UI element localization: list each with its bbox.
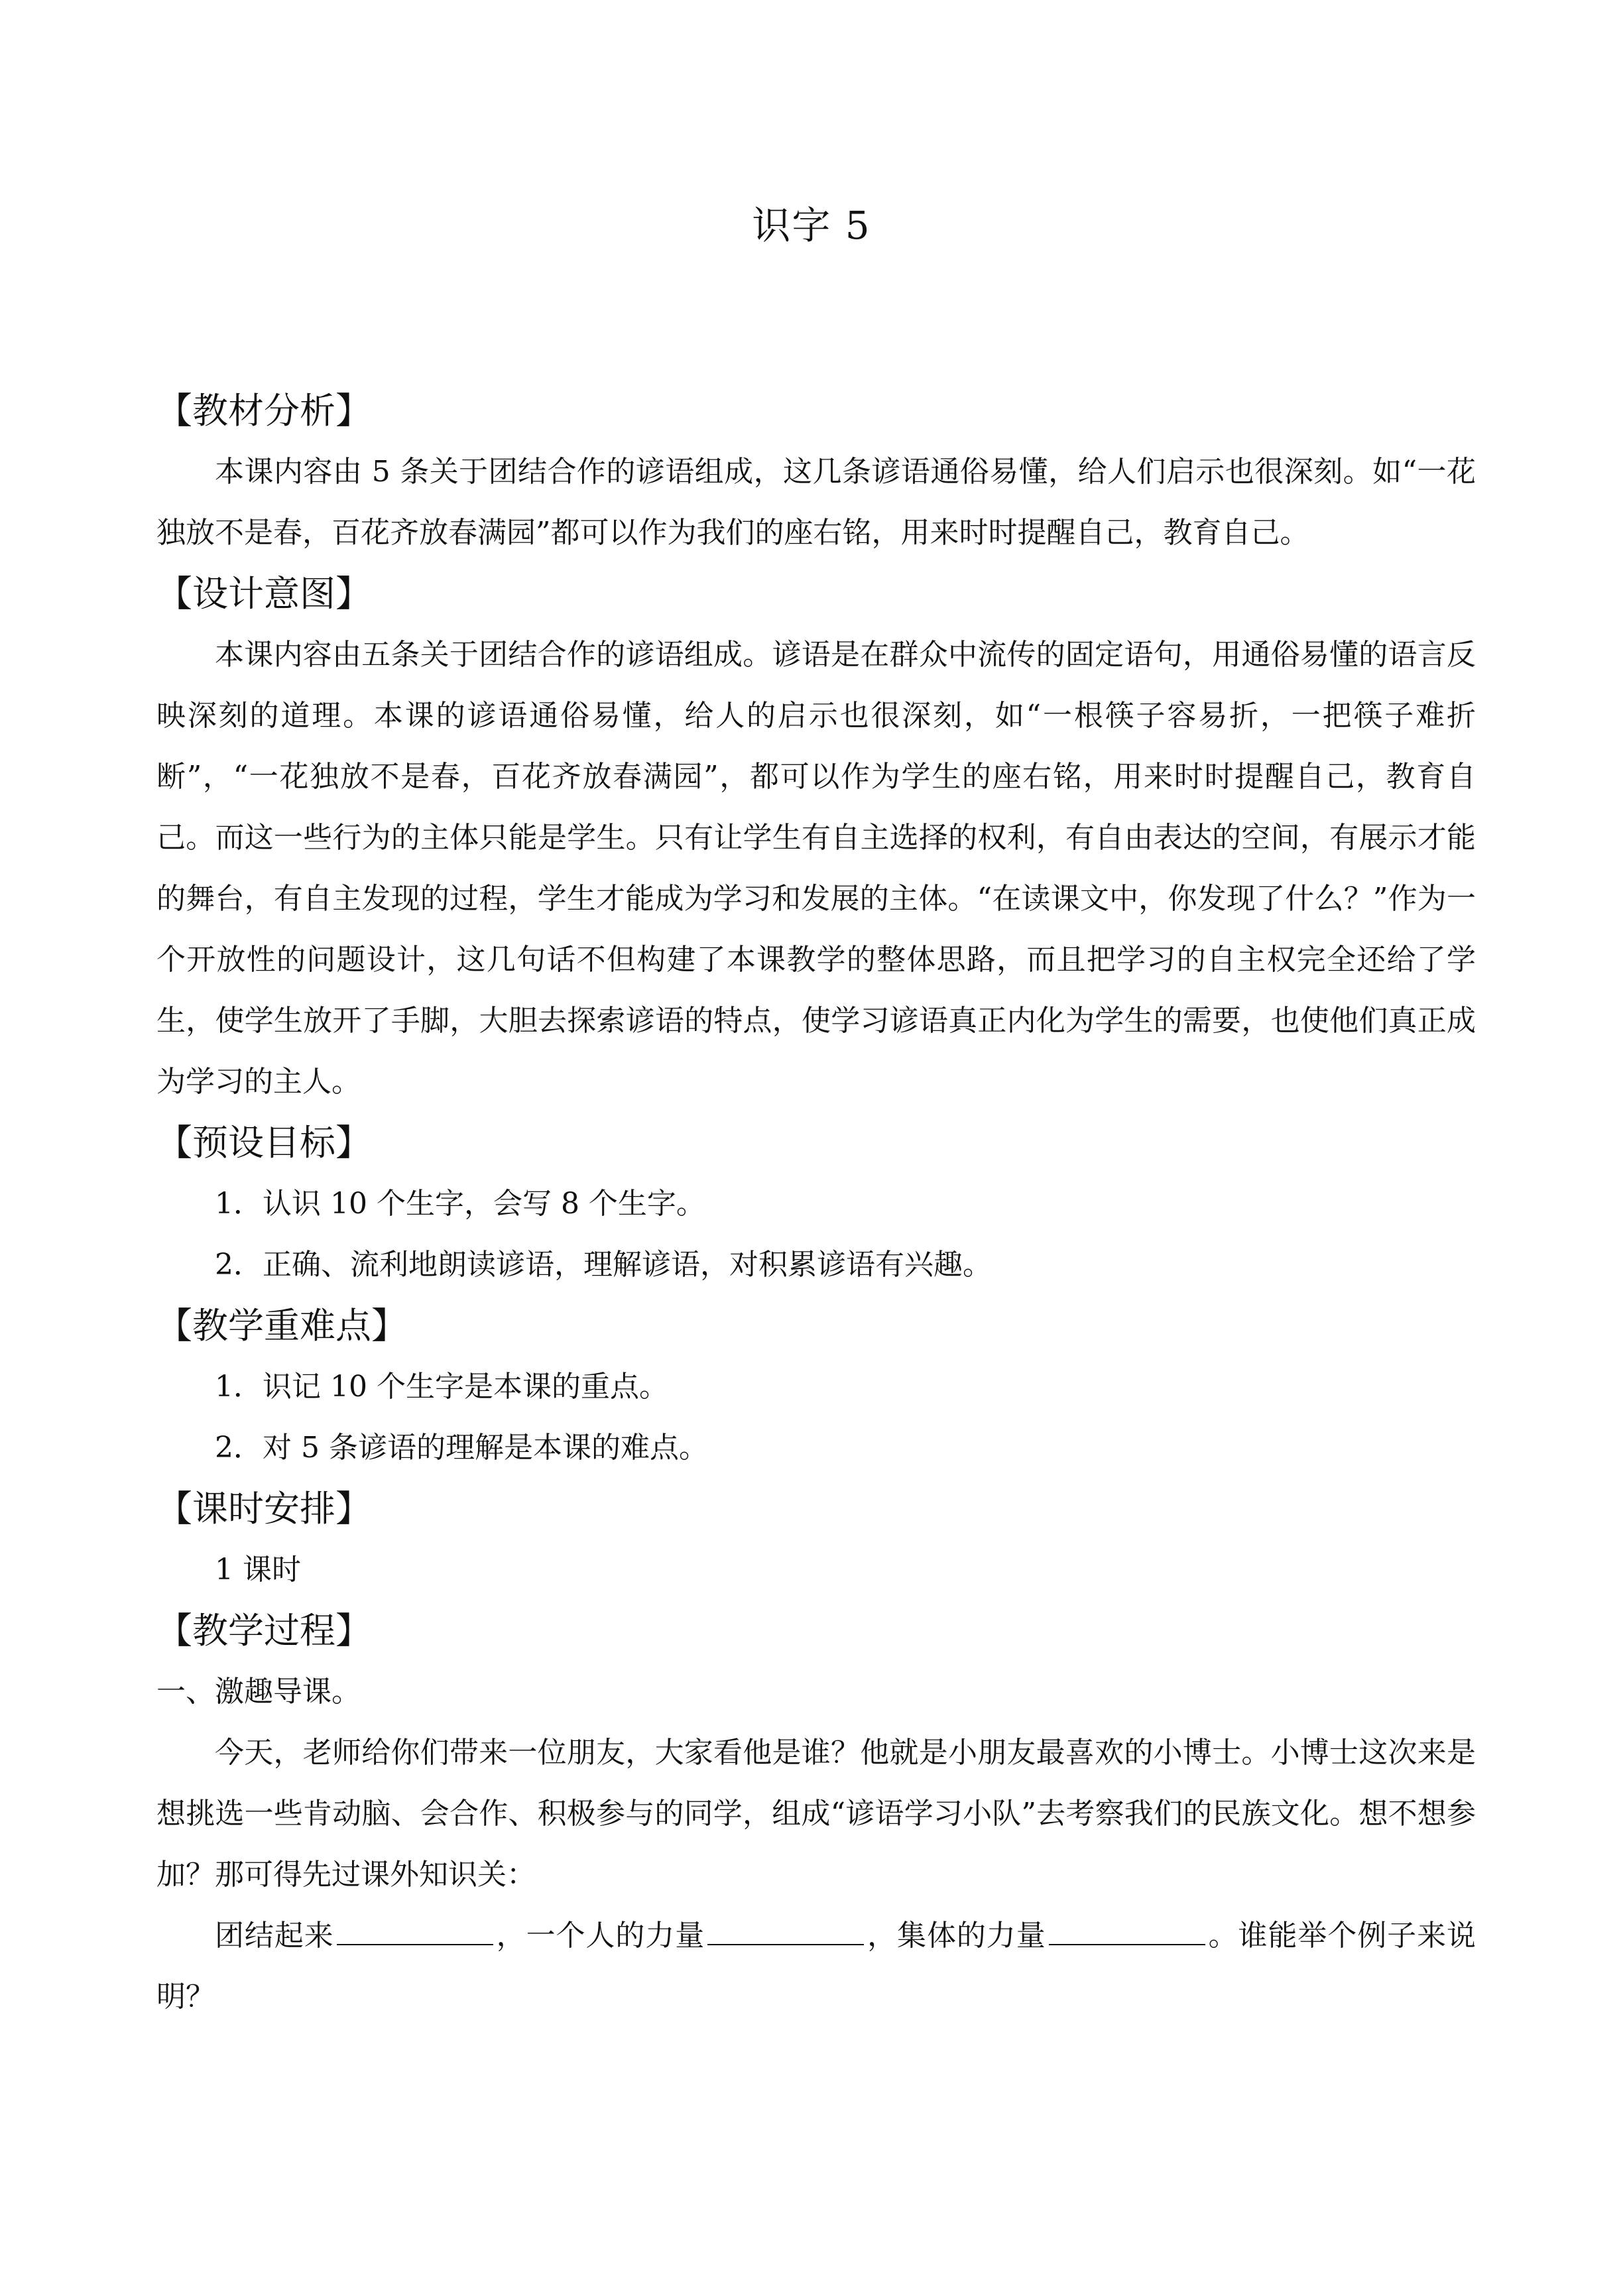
keypoint-item: 2．对 5 条谚语的理解是本课的难点。 (215, 1431, 708, 1465)
answer-blank[interactable] (707, 1915, 864, 1945)
fill-text-part: 。谁能举个例子来说明？ (156, 1919, 1476, 2014)
schedule-text: 1 课时 (215, 1553, 301, 1587)
section-heading-goals: 【预设目标】 (156, 1122, 371, 1164)
analysis-paragraph: 本课内容由 5 条关于团结合作的谚语组成，这几条谚语通俗易懂，给人们启示也很深刻。如“一花独放不是春，百花齐放春满园”都可以作为我们的座右铭，用来时时提醒自己，教育自己。 (156, 455, 1476, 550)
document-body (156, 381, 1476, 2027)
goal-item: 1．认识 10 个生字，会写 8 个生字。 (215, 1187, 705, 1221)
section-heading-process: 【教学过程】 (156, 1610, 371, 1652)
keypoint-item: 1．识记 10 个生字是本课的重点。 (215, 1370, 668, 1404)
process-paragraph: 今天，老师给你们带来一位朋友，大家看他是谁？他就是小朋友最喜欢的小博士。小博士这次来是想挑选一些肯动脑、会合作、积极参与的同学，组成“谚语学习小队”去考察我们的民族文化。想不想参加？那可得先过课外知识关： (156, 1736, 1476, 1892)
fill-text-part: 团结起来 (215, 1919, 334, 1953)
page-title: 识字 5 (752, 203, 871, 248)
fill-text-part: ，一个人的力量 (495, 1919, 705, 1953)
section-heading-analysis: 【教材分析】 (156, 390, 371, 432)
fill-text-part: ，集体的力量 (867, 1919, 1046, 1953)
process-step-title: 一、激趣导课。 (156, 1675, 361, 1709)
intent-paragraph: 本课内容由五条关于团结合作的谚语组成。谚语是在群众中流传的固定语句，用通俗易懂的语言反映深刻的道理。本课的谚语通俗易懂，给人的启示也很深刻，如“一根筷子容易折，一把筷子难折断”，“一花独放不是春，百花齐放春满园”，都可以作为学生的座右铭，用来时时提醒自己，教育自己。而这一些行为的主体只能是学生。只有让学生有自主选择的权利，有自由表达的空间，有展示才能的舞台，有自主发现的过程，学生才能成为学习和发展的主体。“在读课文中，你发现了什么？”作为一个开放性的问题设计，这几句话不但构建了本课教学的整体思路，而且把学习的自主权完全还给了学生，使学生放开了手脚，大胆去探索谚语的特点，使学习谚语真正内化为学生的需要，也使他们真正成为学习的主人。 (156, 638, 1476, 1099)
section-heading-keypoints: 【教学重难点】 (156, 1305, 407, 1347)
answer-blank[interactable] (1049, 1915, 1205, 1945)
fill-in-blank-paragraph (156, 1905, 1476, 2027)
answer-blank[interactable] (337, 1915, 493, 1945)
section-heading-intent: 【设计意图】 (156, 573, 371, 615)
goal-item: 2．正确、流利地朗读谚语，理解谚语，对积累谚语有兴趣。 (215, 1248, 992, 1282)
section-heading-schedule: 【课时安排】 (156, 1488, 371, 1530)
